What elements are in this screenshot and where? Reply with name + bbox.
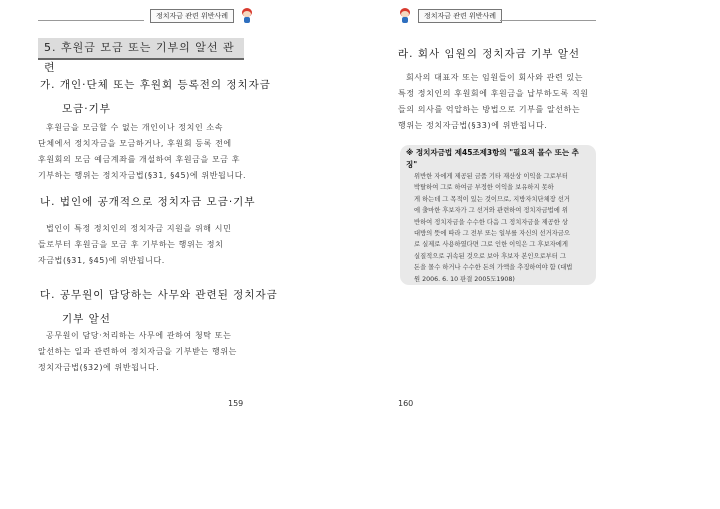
page-number: 160 — [398, 399, 414, 408]
running-title: 정치자금 관련 위반사례 — [150, 9, 234, 23]
running-header-left — [150, 8, 254, 24]
running-title: 정치자금 관련 위반사례 — [418, 9, 502, 23]
mascot-icon — [240, 8, 254, 24]
header-rule — [38, 20, 144, 21]
text-line: 행위는 정치자금법(§33)에 위반됩니다. — [398, 121, 548, 130]
note-line: 로 실제로 사용하였다면 그로 인한 이익은 그 후보자에게 — [414, 241, 568, 249]
note-line: 대방의 뜻에 따라 그 전부 또는 일부를 자신의 선거자금으 — [414, 230, 570, 238]
text-line: 후원회의 모금 예금계좌를 개설하여 후원금을 모금 후 — [38, 155, 241, 164]
note-line: 게 하는데 그 목적이 있는 것이므로, 지방자치단체장 선거 — [414, 195, 570, 203]
section-title: 5. 후원금 모금 또는 기부의 알선 관련 — [38, 38, 244, 60]
note-line: 반하여 정치자금을 수수한 다음 그 정치자금을 제공한 상 — [414, 218, 568, 226]
note-line: 원 2006. 6. 10 판결 2005도1908) — [414, 275, 515, 283]
note-line: 박탈하여 그로 하여금 부정한 이익을 보유하지 못하 — [414, 184, 554, 192]
text-line: 정치자금법(§32)에 위반됩니다. — [38, 363, 160, 372]
text-line: 공무원이 담당·처리하는 사무에 관하여 청탁 또는 — [46, 331, 232, 340]
subsection-heading — [40, 75, 340, 119]
paragraph — [398, 70, 604, 134]
heading-line: 나. 법인에 공개적으로 정치자금 모금·기부 — [40, 196, 256, 208]
text-line: 들로부터 후원금을 모금 후 기부하는 행위는 정치 — [38, 240, 224, 249]
text-line: 기부하는 행위는 정치자금법(§31, §45)에 위반됩니다. — [38, 171, 247, 180]
note-title: ※ 정치자금법 제45조제3항의 "필요적 몰수 또는 추징" — [406, 148, 579, 169]
running-header-right — [398, 8, 502, 24]
legal-note-box — [400, 145, 596, 285]
heading-line: 가. 개인·단체 또는 후원회 등록전의 정치자금 — [40, 79, 271, 91]
heading-line: 모금·기부 — [62, 103, 111, 115]
text-line: 회사의 대표자 또는 임원들이 회사와 관련 있는 — [406, 73, 584, 82]
text-line: 알선하는 일과 관련하여 정치자금을 기부받는 행위는 — [38, 347, 237, 356]
text-line: 자금법(§31, §45)에 위반됩니다. — [38, 256, 165, 265]
note-line: 에 출마한 후보자가 그 선거와 관련하여 정치자금법에 위 — [414, 207, 568, 215]
text-line: 후원금을 모금할 수 없는 개인이나 정치인 소속 — [46, 123, 224, 132]
subsection-heading — [40, 192, 340, 212]
subsection-heading: 라. 회사 임원의 정치자금 기부 알선 — [398, 48, 581, 60]
text-line: 단체에서 정치자금을 모금하거나, 후원회 등록 전에 — [38, 139, 232, 148]
note-line: 실질적으로 귀속된 것으로 보아 후보자 본인으로부터 그 — [414, 252, 566, 260]
text-line: 법인이 특정 정치인의 정치자금 지원을 위해 시민 — [46, 224, 232, 233]
note-line: 돈을 몰수 하거나 수수한 돈의 가액을 추징하여야 함 (대법 — [414, 264, 573, 272]
note-line: 위반한 자에게 제공된 금품 기타 재산상 이익을 그로부터 — [414, 173, 568, 180]
subsection-heading — [40, 285, 340, 329]
text-line: 들의 의사를 억압하는 방법으로 기부를 알선하는 — [398, 105, 581, 114]
note-body — [406, 171, 590, 285]
text-line: 특정 정치인의 후원회에 후원금을 납부하도록 직원 — [398, 89, 589, 98]
heading-line: 다. 공무원이 담당하는 사무와 관련된 정치자금 — [40, 289, 278, 301]
paragraph — [38, 328, 338, 376]
mascot-icon — [398, 8, 412, 24]
header-rule — [500, 20, 596, 21]
heading-line: 기부 알선 — [62, 313, 111, 325]
paragraph — [38, 120, 338, 184]
paragraph — [38, 221, 338, 269]
page-number: 159 — [228, 399, 244, 408]
